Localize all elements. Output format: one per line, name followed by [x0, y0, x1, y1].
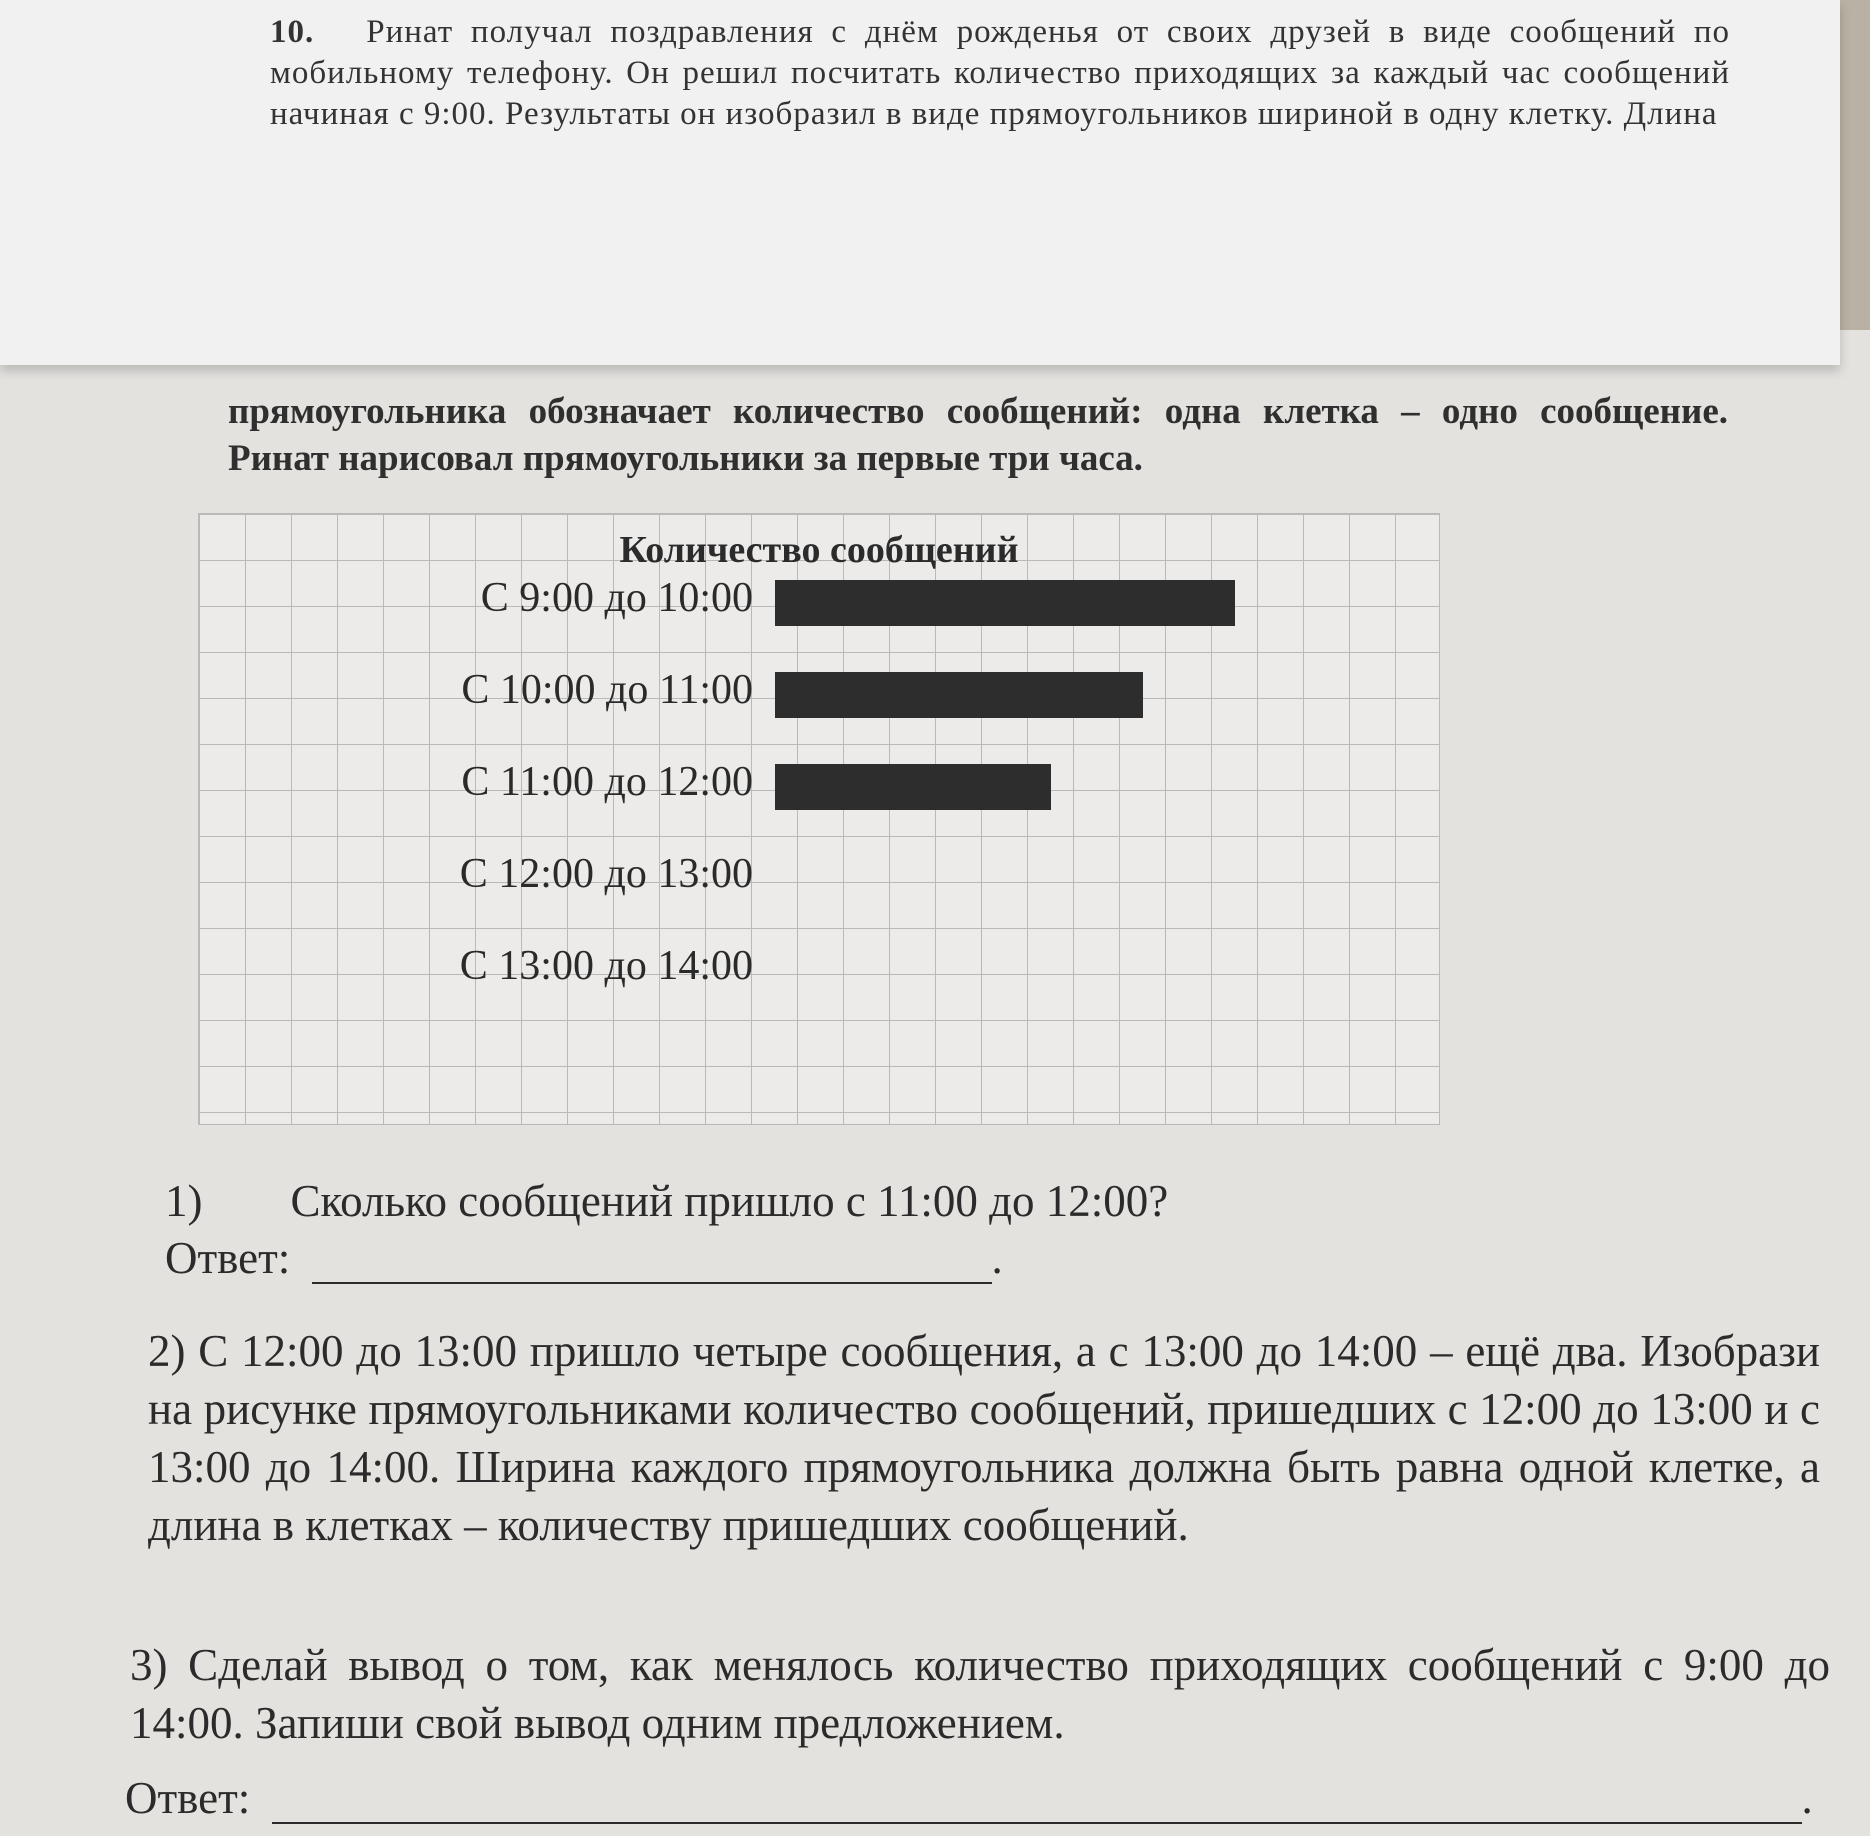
bar: [775, 580, 1235, 626]
answer-1-end: .: [991, 1233, 1003, 1283]
task-intro-text: Ринат получал поздравления с днём рожденья от своих друзей в виде сообщений по мобильному телефону. Он решил посчитать количество приходящих за каждый час сообщений начиная с 9:00. Результаты он изобразил в виде прямоугольников шириной в одну клетку. Длина: [270, 14, 1730, 132]
answer-1: [165, 1232, 1003, 1284]
question-1-text: Сколько сообщений пришло с 11:00 до 12:00?: [290, 1176, 1169, 1226]
question-2: 2) С 12:00 до 13:00 пришло четыре сообщения, а с 13:00 до 14:00 – ещё два. Изобрази на рисунке прямоугольниками количество сообщений, пришедших с 12:00 до 13:00 и с 13:00 до 14:00. Ширина каждого прямоугольника должна быть равна одной клетке, а длина в клетках – количеству пришедших сообщений.: [148, 1326, 1820, 1550]
answer-3-label: Ответ:: [125, 1773, 251, 1823]
task-number: 10.: [270, 14, 315, 50]
row-label: С 12:00 до 13:00: [459, 851, 753, 897]
bar-chart-grid: [198, 513, 1440, 1125]
task-continuation: прямоугольника обозначает количество сообщений: одна клетка – одно сообщение. Ринат нарисовал прямоугольники за первые три часа.: [228, 391, 1728, 479]
answer-3-line[interactable]: [272, 1774, 1802, 1824]
question-3: 3) Сделай вывод о том, как менялось количество приходящих сообщений с 9:00 до 14:00. Запиши свой вывод одним предложением.: [130, 1640, 1830, 1748]
worksheet-folded-top: [0, 0, 1840, 365]
task-intro: [270, 12, 1730, 135]
row-label: С 10:00 до 11:00: [461, 667, 753, 713]
answer-3-end: .: [1801, 1773, 1813, 1823]
question-1: [165, 1172, 1815, 1230]
row-label: С 11:00 до 12:00: [461, 759, 753, 805]
question-1-number: 1): [165, 1176, 203, 1226]
chart-title: Количество сообщений: [619, 529, 1019, 571]
row-label: С 9:00 до 10:00: [480, 575, 753, 621]
answer-3: [125, 1772, 1813, 1824]
bar: [775, 672, 1143, 718]
answer-1-label: Ответ:: [165, 1233, 291, 1283]
answer-1-line[interactable]: [312, 1234, 992, 1284]
row-label: С 13:00 до 14:00: [459, 943, 753, 989]
bar: [775, 764, 1051, 810]
